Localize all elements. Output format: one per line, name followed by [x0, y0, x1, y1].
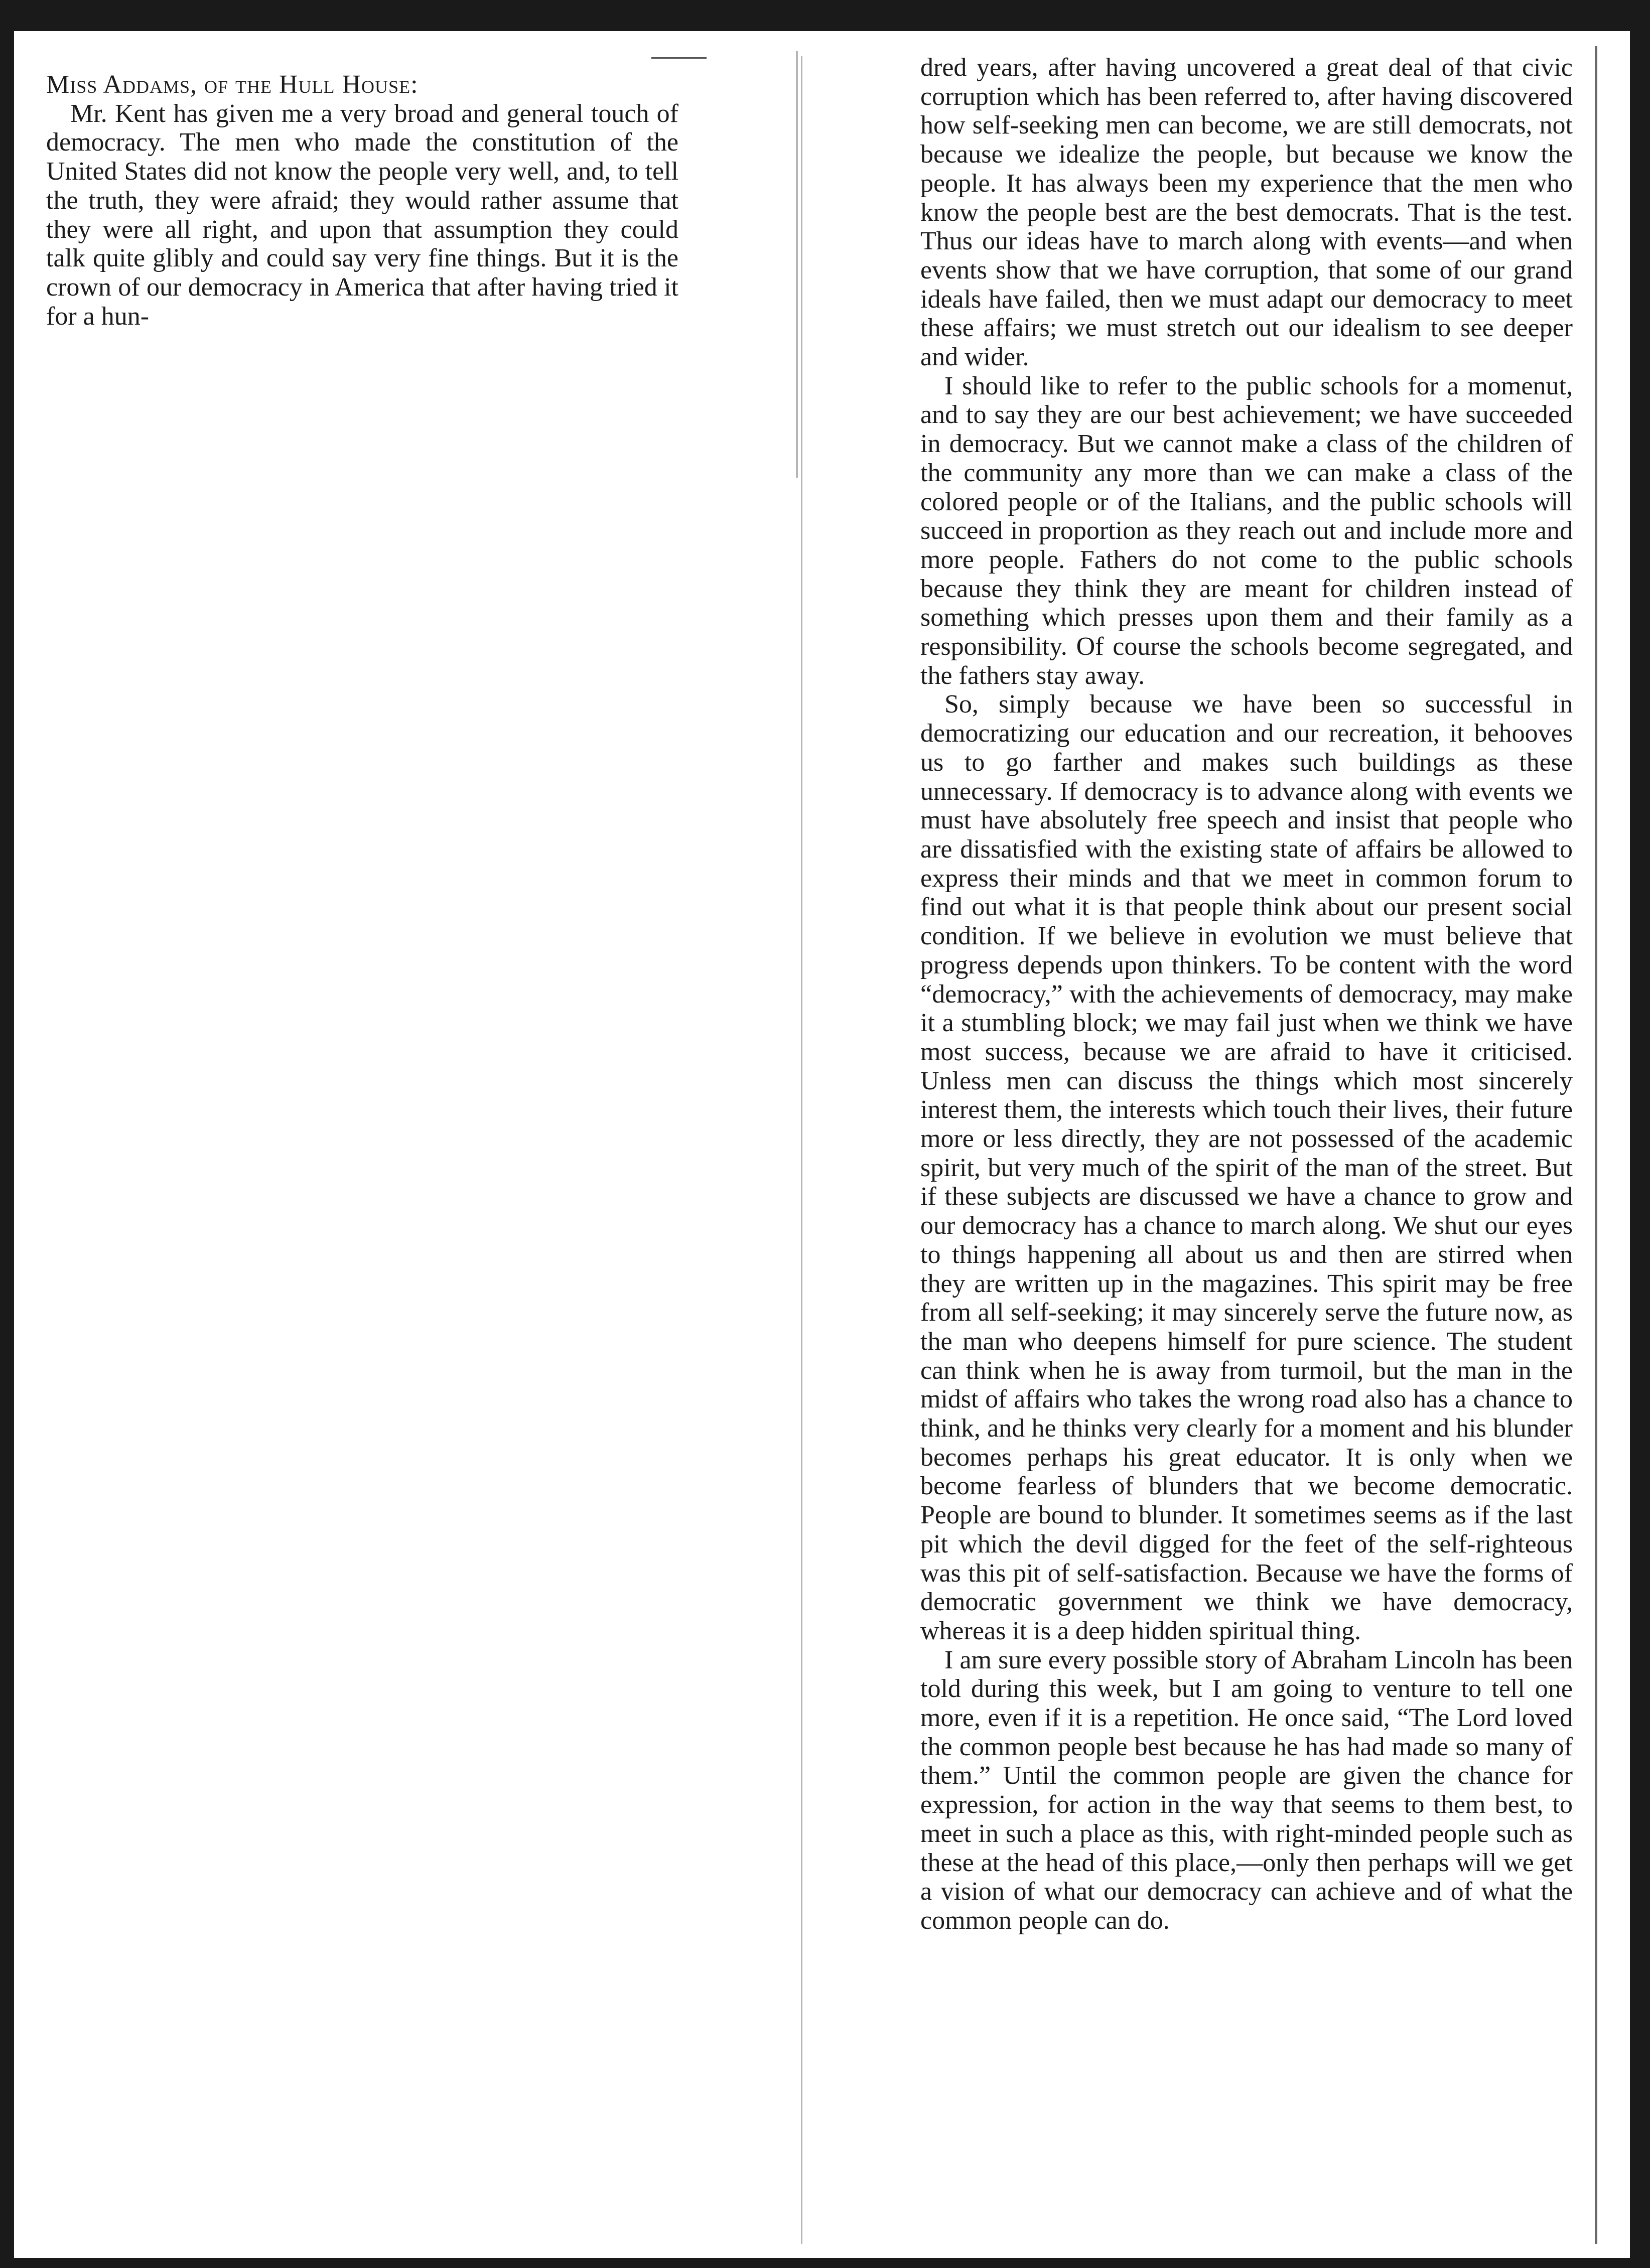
- scan-border-left: [0, 0, 14, 2268]
- document-page: [14, 31, 1630, 2258]
- right-paragraph-4: I am sure every possible story of Abraham Lincoln has been told during this week, but I am going to venture to tell one more, even if it is a repetition. He once said, “The Lord loved the common people best because he has had made so many of them.” Until the common people are given the chance for expression, for action in the way that seems to them best, to meet in such a place as this, with right-minded people such as these at the head of this place,—only then perhaps will we get a vision of what our democracy can achieve and of what the common people can do.: [920, 1645, 1573, 1935]
- right-paragraph-3: So, simply because we have been so successful in democratizing our education and our recreation, it behooves us to go farther and makes such buildings as these unnecessary. If democracy is to advance along with events we must have absolutely free speech and insist that people who are dissatisfied with the existing state of affairs be allowed to express their minds and that we meet in common forum to find out what it is that people think about our present social condition. If we believe in evolution we must believe that progress depends upon thinkers. To be content with the word “democracy,” with the achievements of democracy, may make it a stumbling block; we may fail just when we think we have most success, because we are afraid to have it criticised. Unless men can discuss the things which most sincerely interest them, the interests which touch their lives, their future more or less directly, they are not possessed of the academic spirit, but very much of the spirit of the man of the street. But if these subjects are discussed we have a chance to grow and our democracy has a chance to march along. We shut our eyes to things happening all about us and then are stirred when they are written up in the magazines. This spirit may be free from all self-seeking; it may sincerely serve the future now, as the man who deepens himself for pure science. The student can think when he is away from turmoil, but the man in the midst of affairs who takes the wrong road also has a chance to think, and he thinks very clearly for a moment and his blunder becomes perhaps his great educator. It is only when we become fearless of blunders that we become democratic. People are bound to blunder. It sometimes seems as if the last pit which the devil digged for the feet of the self-righteous was this pit of self-satisfaction. Because we have the forms of democratic government we think we have democracy, whereas it is a deep hidden spiritual thing.: [920, 690, 1573, 1645]
- header-rule: [651, 57, 707, 59]
- speaker-heading: Miss Addams, of the Hull House:: [46, 70, 419, 99]
- right-column: [920, 53, 1573, 1935]
- right-paragraph-2: I should like to refer to the public schools for a momenut, and to say they are our best achievement; we have succeeded in democracy. But we cannot make a class of the children of the community any more than we can make a class of the colored people or of the Italians, and the public schools will succeed in proportion as they reach out and include more and more people. Fathers do not come to the public schools because they think they are meant for children instead of something which presses upon them and their family as a responsibility. Of course the schools become segregated, and the fathers stay away.: [920, 371, 1573, 690]
- left-column: [46, 70, 678, 331]
- column-divider: [801, 56, 802, 2244]
- column-divider-shadow: [796, 51, 798, 478]
- scan-border-top: [0, 0, 1650, 31]
- page-edge-line: [1595, 46, 1597, 2244]
- left-paragraph-1: Mr. Kent has given me a very broad and general touch of democracy. The men who made the constitution of the United States did not know the people very well, and, to tell the truth, they were afraid; they would rather assume that they were all right, and upon that assumption they could talk quite glibly and could say very fine things. But it is the crown of our democracy in America that after having tried it for a hun-: [46, 99, 678, 331]
- scan-border-bottom: [0, 2258, 1650, 2268]
- right-paragraph-1: dred years, after having uncovered a great deal of that civic corruption which has been referred to, after having discovered how self-seeking men can become, we are still democrats, not because we idealize the people, but because we know the people. It has always been my experience that the men who know the people best are the best democrats. That is the test. Thus our ideas have to march along with events—and when events show that we have corruption, that some of our grand ideals have failed, then we must adapt our democracy to meet these affairs; we must stretch out our idealism to see deeper and wider.: [920, 53, 1573, 372]
- scan-border-right: [1630, 0, 1650, 2268]
